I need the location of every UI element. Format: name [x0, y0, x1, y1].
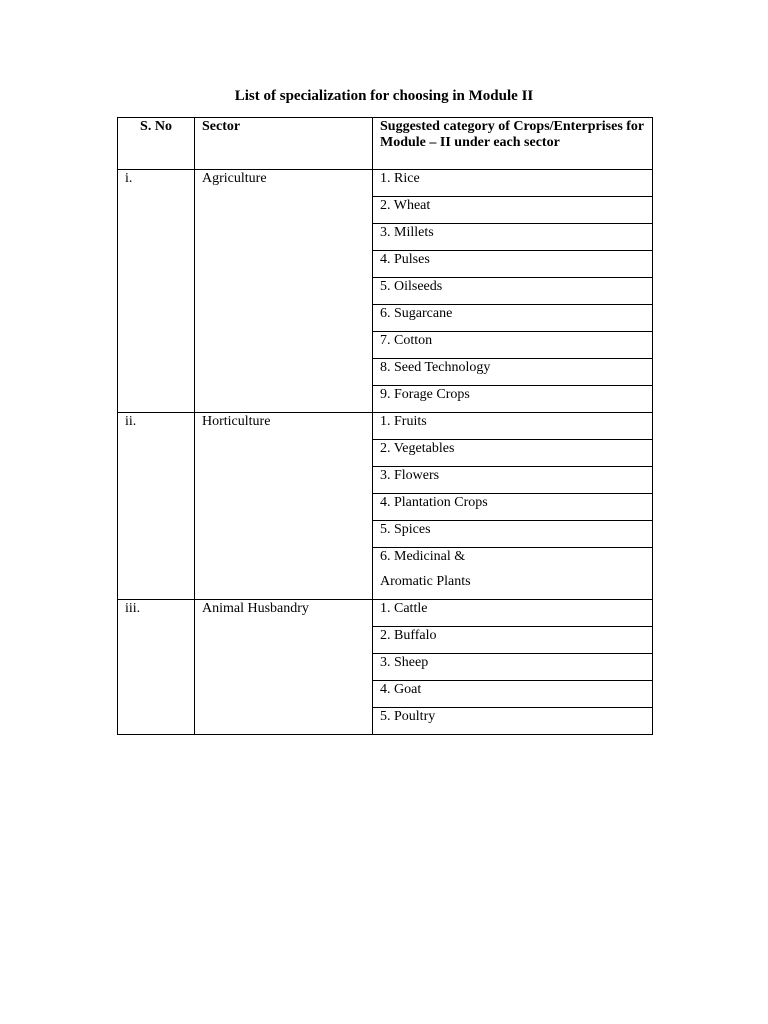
- category-item: 9. Forage Crops: [373, 386, 653, 413]
- category-item: 7. Cotton: [373, 332, 653, 359]
- specialization-table: [117, 117, 653, 735]
- category-item: 5. Spices: [373, 521, 653, 548]
- category-item: 4. Pulses: [373, 251, 653, 278]
- sector-name: Animal Husbandry: [195, 600, 373, 735]
- category-item: 3. Millets: [373, 224, 653, 251]
- table-row: [118, 600, 653, 627]
- category-item: 4. Goat: [373, 681, 653, 708]
- category-item: 6. Sugarcane: [373, 305, 653, 332]
- category-item: 5. Poultry: [373, 708, 653, 735]
- sector-number: iii.: [118, 600, 195, 735]
- table-row: [118, 170, 653, 197]
- category-item: [373, 548, 653, 600]
- category-item: 3. Sheep: [373, 654, 653, 681]
- category-item: 5. Oilseeds: [373, 278, 653, 305]
- category-item: 1. Fruits: [373, 413, 653, 440]
- category-item: 8. Seed Technology: [373, 359, 653, 386]
- header-sno: S. No: [118, 118, 195, 170]
- sector-number: i.: [118, 170, 195, 413]
- category-item: 2. Vegetables: [373, 440, 653, 467]
- page-title: List of specialization for choosing in Module II: [234, 88, 534, 104]
- table-header-row: [118, 118, 653, 170]
- header-sector: Sector: [195, 118, 373, 170]
- sector-number: ii.: [118, 413, 195, 600]
- category-item: 2. Wheat: [373, 197, 653, 224]
- category-item-line: 6. Medicinal &: [380, 549, 466, 564]
- category-item-line: Aromatic Plants: [380, 574, 471, 589]
- sector-name: Horticulture: [195, 413, 373, 600]
- category-item: 1. Rice: [373, 170, 653, 197]
- category-item: 3. Flowers: [373, 467, 653, 494]
- category-item: 2. Buffalo: [373, 627, 653, 654]
- header-category: Suggested category of Crops/Enterprises for Module – II under each sector: [373, 118, 653, 170]
- category-item: 4. Plantation Crops: [373, 494, 653, 521]
- table-row: [118, 413, 653, 440]
- sector-name: Agriculture: [195, 170, 373, 413]
- category-item: 1. Cattle: [373, 600, 653, 627]
- table-body: [118, 170, 653, 735]
